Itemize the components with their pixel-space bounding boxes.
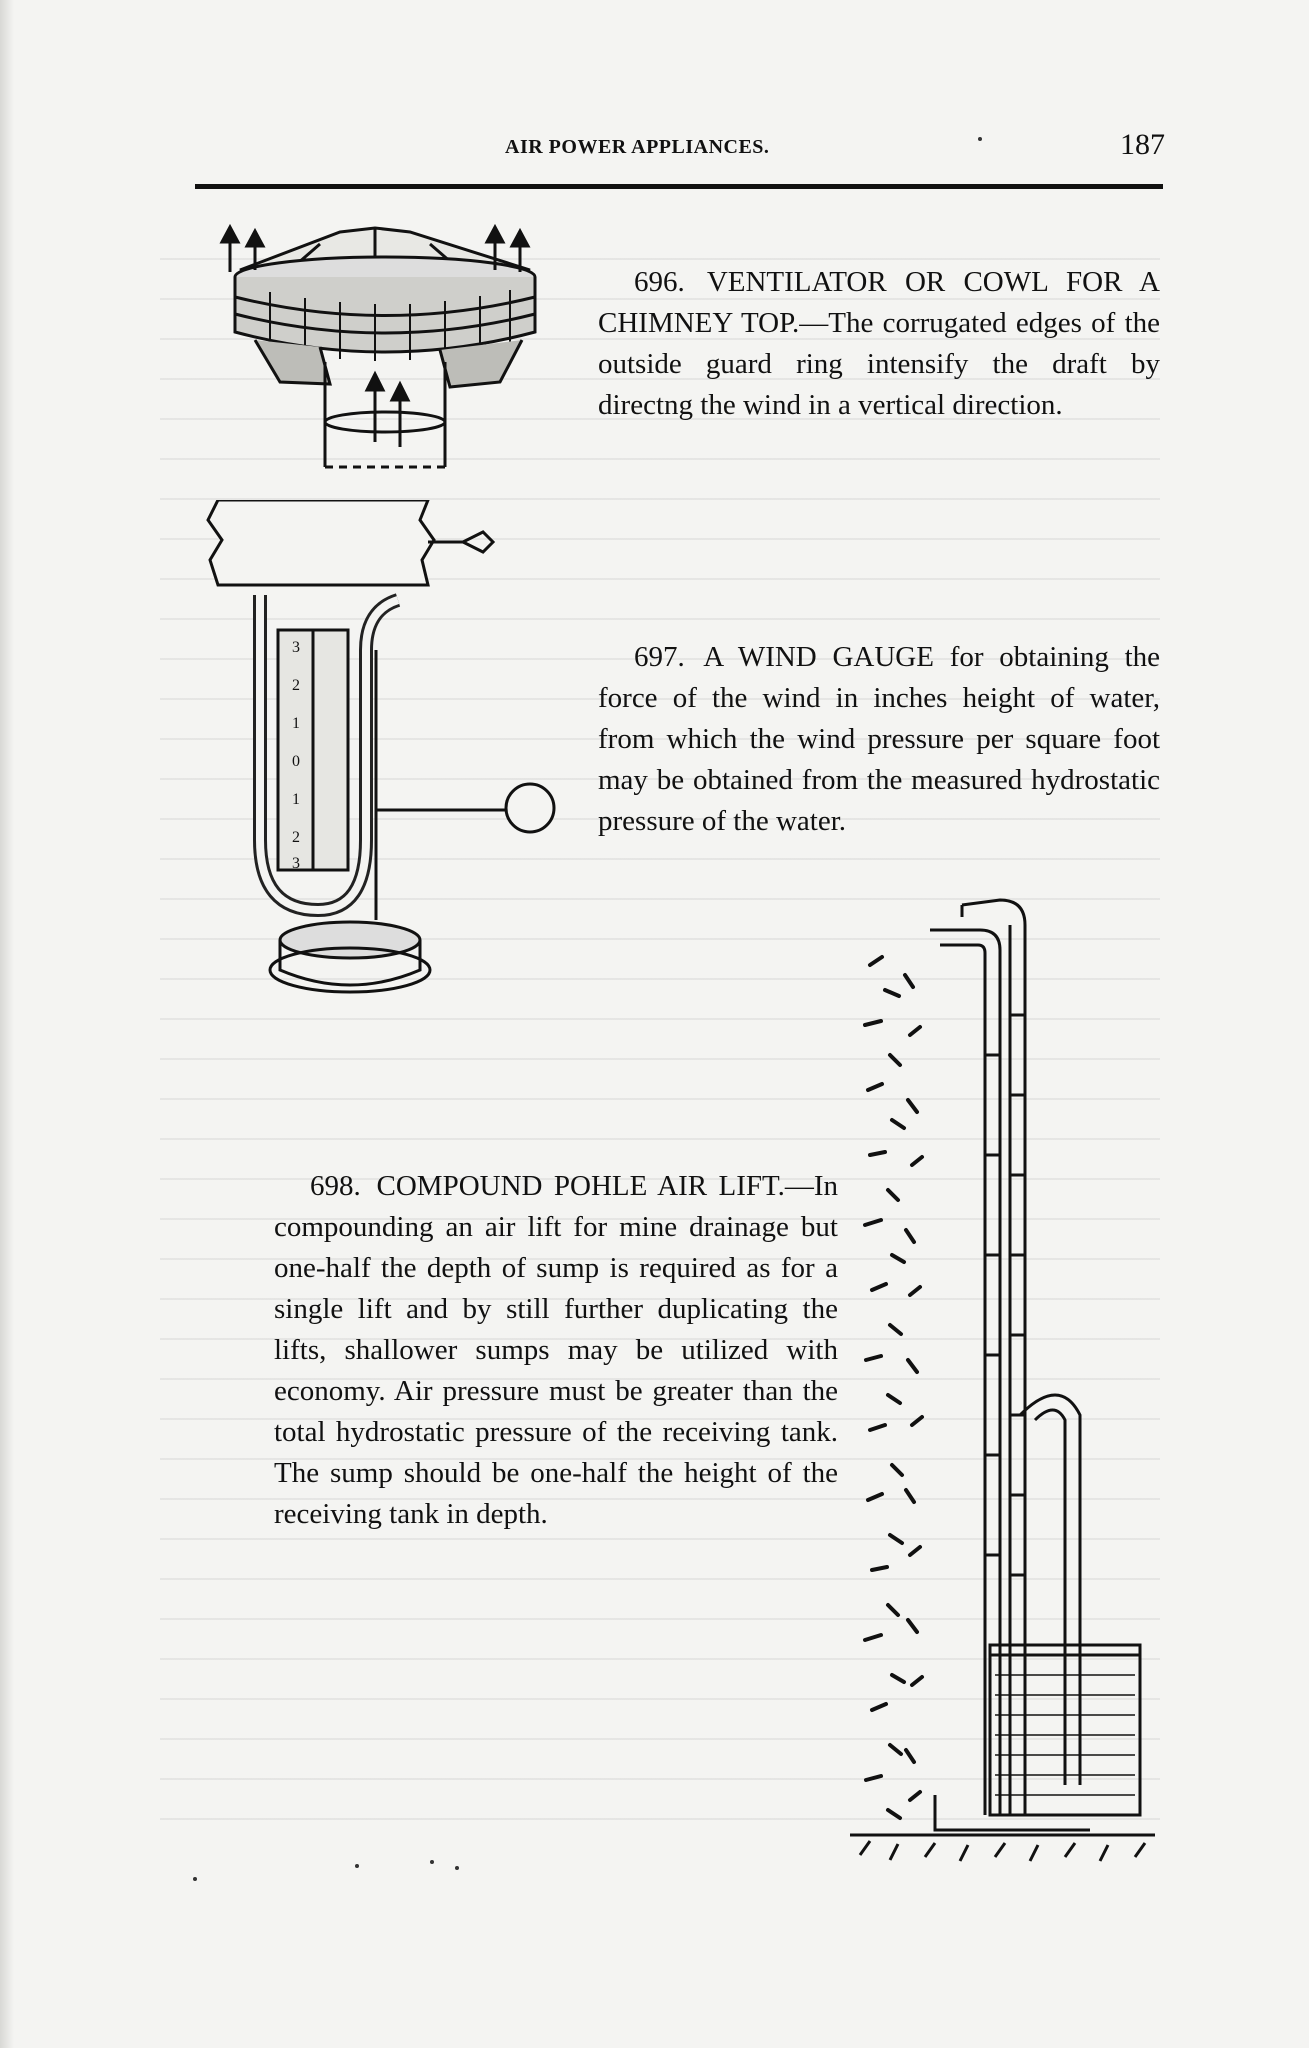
print-speck <box>430 1860 434 1864</box>
page-number: 187 <box>1120 128 1165 161</box>
paragraph-number: 698. <box>310 1170 361 1202</box>
gauge-mark: 3 <box>292 855 300 872</box>
paragraph-number: 696. <box>634 266 685 298</box>
print-speck <box>455 1866 459 1870</box>
paragraph-number: 697. <box>634 641 685 673</box>
gauge-mark: 0 <box>292 753 300 770</box>
header-rule <box>195 184 1163 189</box>
page-edge-shadow <box>0 0 14 2048</box>
gauge-mark: 1 <box>292 791 300 808</box>
paragraph-698 <box>274 1166 838 1535</box>
print-speck <box>193 1877 197 1881</box>
gauge-mark: 1 <box>292 715 300 732</box>
paragraph-text: COMPOUND POHLE AIR LIFT.—In compounding an air lift for mine drainage but one-half the depth of sump is required as for a single lift and by still further duplicating the lifts, shallower sumps may be utilized with economy. Air pressure must be greater than the total hydrostatic pressure of the receiving tank. The sump should be one-half the height of the receiving tank in depth. <box>274 1170 838 1530</box>
air-lift-illustration <box>850 895 1160 1880</box>
gauge-mark: 2 <box>292 829 300 846</box>
paragraph-text: A WIND GAUGE for obtaining the force of the wind in inches height of water, from which the wind pressure per square foot may be obtained from the measured hydrostatic pressure of the water. <box>598 641 1160 837</box>
wind-gauge-illustration <box>198 500 568 1010</box>
paragraph-text: VENTILATOR OR COWL FOR A CHIMNEY TOP.—The corrugated edges of the outside guard ring intensify the draft by directng the wind in a vertical direction. <box>598 266 1160 421</box>
page-header <box>195 128 1165 172</box>
print-speck <box>978 137 982 141</box>
running-title: AIR POWER APPLIANCES. <box>505 136 770 158</box>
print-speck <box>355 1864 359 1868</box>
chimney-cowl-illustration <box>200 222 560 472</box>
gauge-mark: 3 <box>292 639 300 656</box>
paragraph-696 <box>598 262 1160 426</box>
gauge-mark: 2 <box>292 677 300 694</box>
paragraph-697 <box>598 637 1160 842</box>
